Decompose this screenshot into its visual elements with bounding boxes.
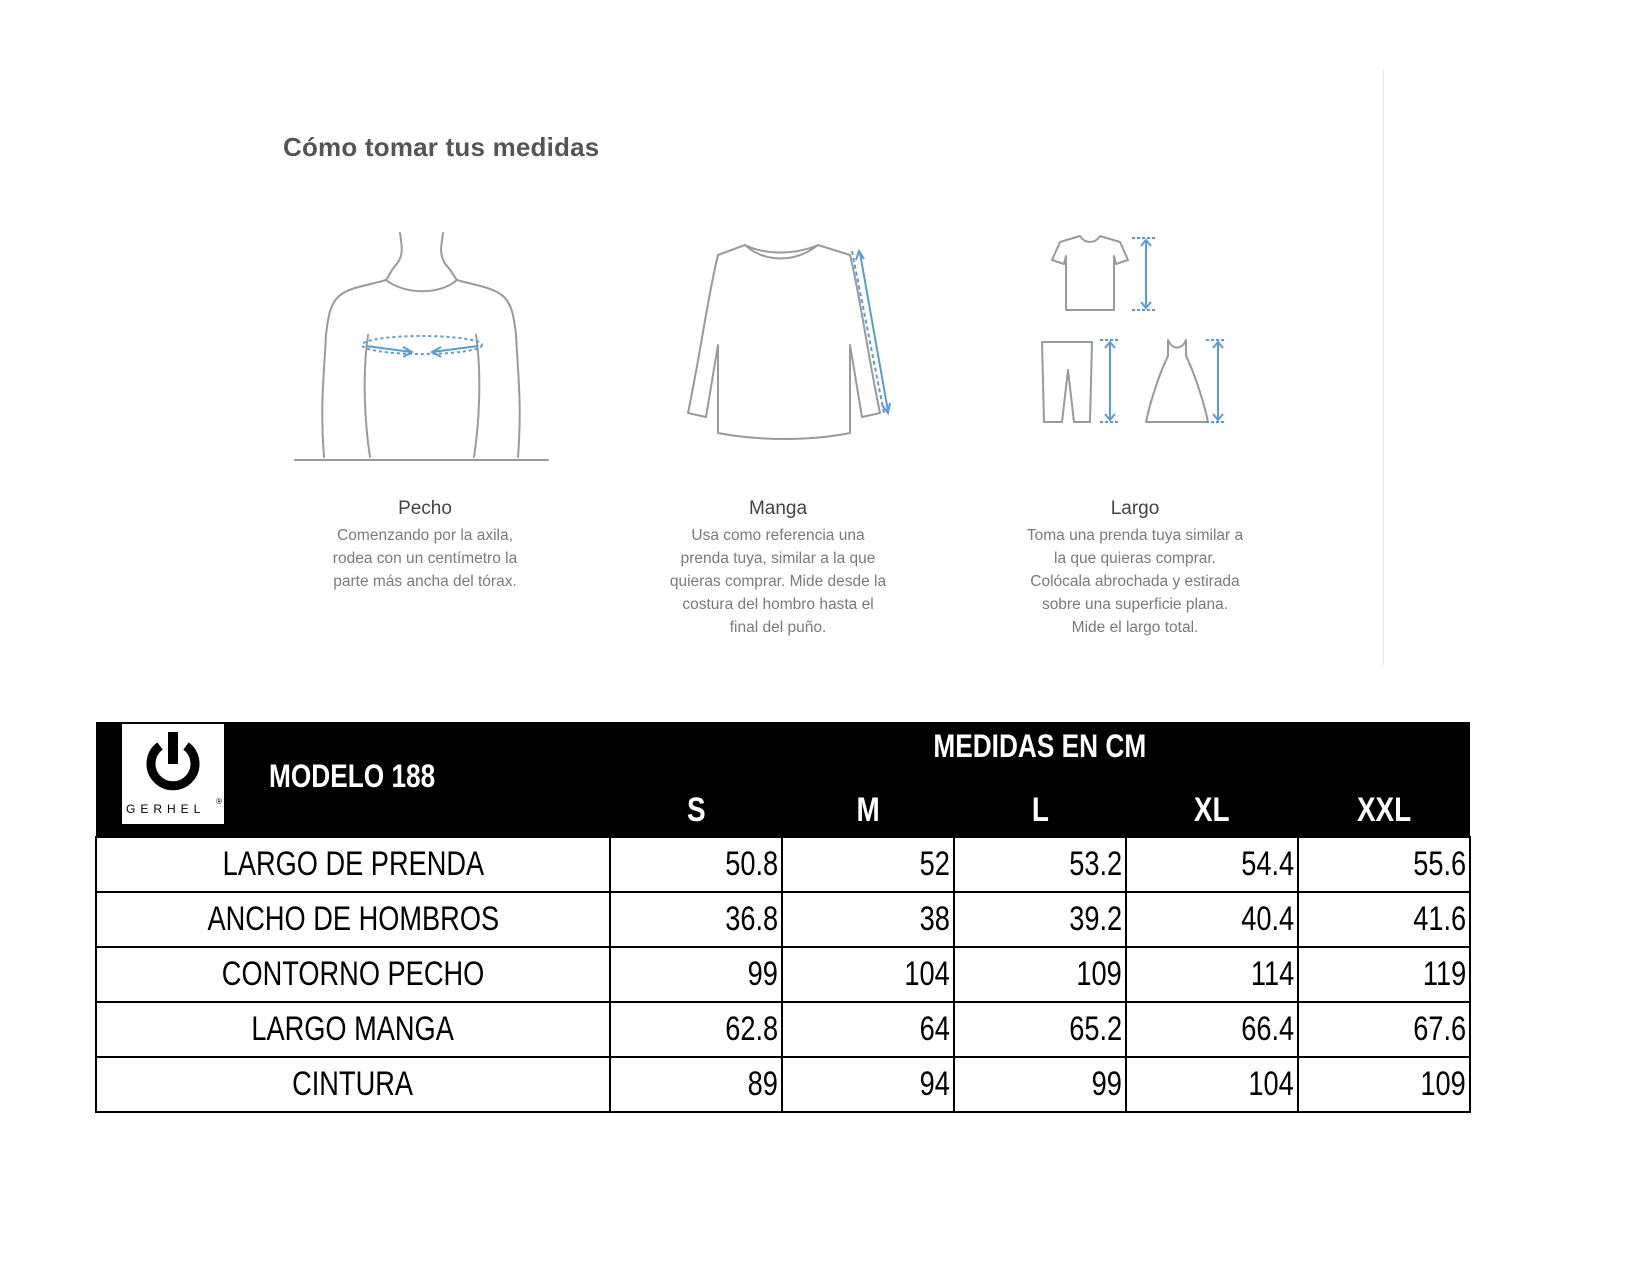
cell-value: 104	[1126, 1057, 1298, 1112]
row-label: ANCHO DE HOMBROS	[96, 892, 610, 947]
cell-value: 89	[610, 1057, 782, 1112]
brand-logo	[122, 724, 224, 824]
cell-value: 62.8	[610, 1002, 782, 1057]
cell-value: 99	[610, 947, 782, 1002]
cell-value: 41.6	[1298, 892, 1470, 947]
caption-manga	[643, 498, 913, 639]
size-headers	[610, 791, 1470, 830]
table-row	[96, 1002, 1470, 1057]
cell-value: 50.8	[610, 837, 782, 892]
cell-value: 109	[954, 947, 1126, 1002]
row-label: CINTURA	[96, 1057, 610, 1112]
power-icon	[122, 724, 224, 804]
cell-value: 109	[1298, 1057, 1470, 1112]
table-row	[96, 1057, 1470, 1112]
brand-cell	[96, 722, 610, 837]
cell-value: 38	[782, 892, 954, 947]
row-label: LARGO DE PRENDA	[96, 837, 610, 892]
cell-value: 94	[782, 1057, 954, 1112]
caption-pecho	[290, 498, 560, 593]
units-header: MEDIDAS EN CM	[933, 728, 1147, 764]
cell-value: 55.6	[1298, 837, 1470, 892]
cell-value: 104	[782, 947, 954, 1002]
cell-value: 40.4	[1126, 892, 1298, 947]
length-measure-illustration	[1030, 232, 1240, 437]
size-header: M	[856, 791, 880, 829]
table-header	[96, 722, 1470, 837]
size-header: L	[1031, 791, 1049, 829]
cell-value: 66.4	[1126, 1002, 1298, 1057]
sleeve-measure-illustration	[670, 235, 910, 445]
cell-value: 64	[782, 1002, 954, 1057]
cell-value: 65.2	[954, 1002, 1126, 1057]
size-table	[95, 722, 1471, 1113]
size-header: S	[686, 791, 706, 829]
page-title: Cómo tomar tus medidas	[283, 132, 600, 162]
cell-value: 52	[782, 837, 954, 892]
cell-value: 36.8	[610, 892, 782, 947]
row-label: CONTORNO PECHO	[96, 947, 610, 1002]
table-row	[96, 837, 1470, 892]
caption-text: Comenzando por la axila, rodea con un centímetro la parte más ancha del tórax.	[332, 527, 518, 590]
divider-line	[1383, 70, 1384, 665]
chest-measure-illustration	[290, 225, 560, 465]
cell-value: 67.6	[1298, 1002, 1470, 1057]
caption-title: Largo	[1110, 498, 1160, 519]
model-name: MODELO 188	[269, 758, 436, 794]
caption-title: Manga	[748, 498, 808, 519]
table-row	[96, 947, 1470, 1002]
cell-value: 99	[954, 1057, 1126, 1112]
size-header: XXL	[1356, 791, 1412, 829]
registered-mark: ®	[216, 797, 222, 806]
table-row	[96, 892, 1470, 947]
caption-text: Usa como referencia una prenda tuya, similar a la que quieras comprar. Mide desde la costura del hombro hasta el final del puño.	[669, 527, 887, 636]
cell-value: 39.2	[954, 892, 1126, 947]
cell-value: 53.2	[954, 837, 1126, 892]
caption-largo	[1000, 498, 1270, 639]
measures-header-cell	[610, 722, 1470, 837]
brand-name: GERHEL	[126, 802, 206, 816]
caption-text: Toma una prenda tuya similar a la que quieras comprar. Colócala abrochada y estirada sobre una superficie plana. Mide el largo total.	[1026, 527, 1244, 636]
cell-value: 54.4	[1126, 837, 1298, 892]
caption-title: Pecho	[398, 498, 452, 519]
cell-value: 119	[1298, 947, 1470, 1002]
size-header: XL	[1194, 791, 1230, 829]
cell-value: 114	[1126, 947, 1298, 1002]
row-label: LARGO MANGA	[96, 1002, 610, 1057]
